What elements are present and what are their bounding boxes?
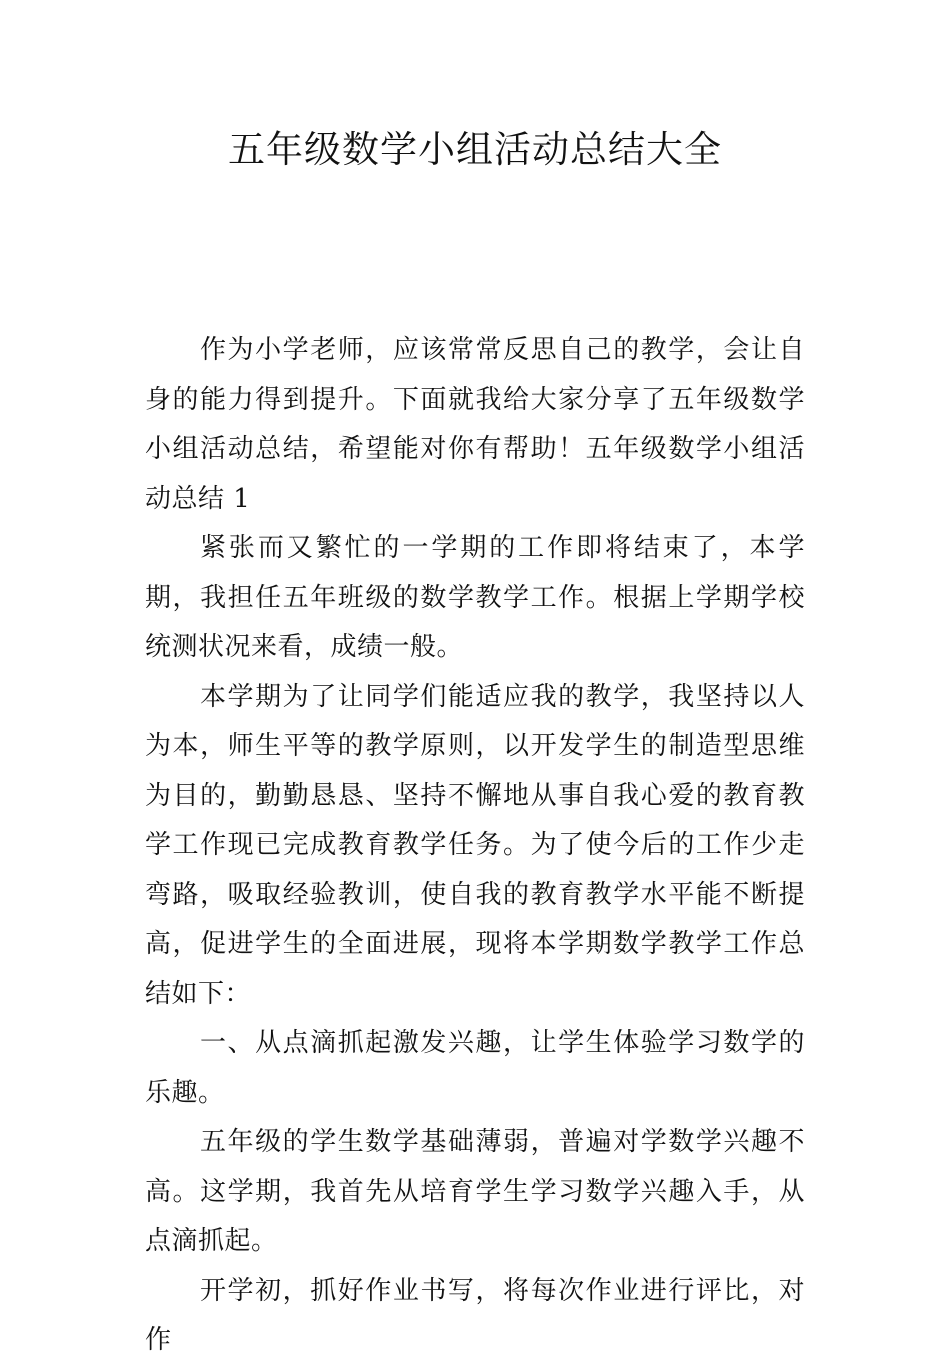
paragraph-intro: 作为小学老师，应该常常反思自己的教学，会让自身的能力得到提升。下面就我给大家分享了五年级数学小组活动总结，希望能对你有帮助！五年级数学小组活动总结 1 [145, 335, 805, 514]
document-title: 五年级数学小组活动总结大全 [228, 128, 722, 171]
paragraph-teaching-principle: 本学期为了让同学们能适应我的教学，我坚持以人为本，师生平等的教学原则，以开发学生的制造型思维为目的，勤勤恳恳、坚持不懈地从事自我心爱的教育教学工作现已完成教育教学任务。为了使今后的工作少走弯路，吸取经验教训，使自我的教育教学水平能不断提高，促进学生的全面进展，现将本学期数学教学工作总结如下： [145, 681, 805, 1009]
paragraph-homework: 开学初，抓好作业书写，将每次作业进行评比，对作 [145, 1275, 805, 1355]
paragraph-section-heading-1: 一、从点滴抓起激发兴趣，让学生体验学习数学的乐趣。 [145, 1028, 805, 1108]
paragraph-student-interest: 五年级的学生数学基础薄弱，普遍对学数学兴趣不高。这学期，我首先从培育学生学习数学兴趣入手，从点滴抓起。 [145, 1127, 805, 1256]
document-body [145, 326, 805, 1366]
paragraph-semester-end: 紧张而又繁忙的一学期的工作即将结束了，本学期，我担任五年班级的数学教学工作。根据上学期学校统测状况来看，成绩一般。 [145, 533, 805, 662]
